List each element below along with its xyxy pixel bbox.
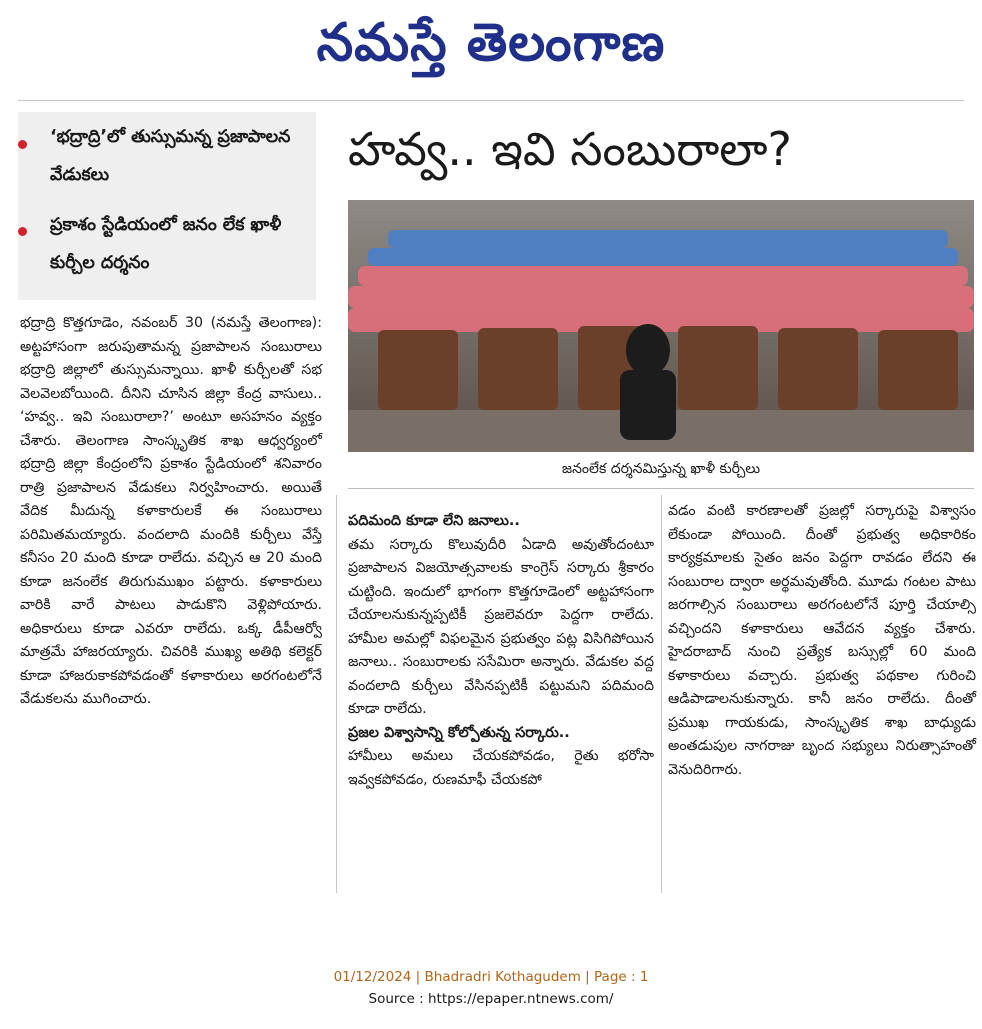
footer-edition-info: 01/12/2024 | Bhadradri Kothagudem | Page : 1	[333, 969, 649, 985]
article-paragraph: హామీలు అమలు చేయకపోవడం, రైతు భరోసా ఇవ్వకపోవడం, రుణమాఫీ చేయకపో	[348, 748, 654, 788]
bullet-dot-icon	[18, 140, 27, 149]
footer-source: Source : https://epaper.ntnews.com/	[368, 991, 614, 1007]
highlight-item	[28, 206, 313, 282]
masthead-title: నమస్తే తెలంగాణ	[316, 12, 666, 73]
top-divider	[18, 100, 964, 101]
subheading: పదిమంది కూడా లేని జనాలు..	[348, 513, 520, 529]
page-footer	[0, 966, 982, 1010]
photo-caption: జనంలేక దర్శనమిస్తున్న ఖాళీ కుర్చీలు	[561, 461, 761, 477]
highlights-box	[18, 112, 316, 300]
article-column-2	[348, 510, 654, 792]
bullet-dot-icon	[18, 227, 27, 236]
column-divider	[661, 495, 662, 893]
subheading: ప్రజల విశ్వాసాన్ని కోల్పోతున్న సర్కారు..	[348, 724, 570, 741]
highlight-item	[28, 118, 313, 194]
highlight-text: ‘భద్రాద్రి’లో తుస్సుమన్న ప్రజాపాలన వేడుకలు	[50, 127, 291, 185]
article-paragraph: తమ సర్కారు కొలువుదీరి ఏడాది అవుతోందంటూ ప్రజాపాలన విజయోత్సవాలకు కాంగ్రెస్ సర్కారు శ్రీకారం చుట్టింది. ఇందులో భాగంగా కొత్తగూడెంలో అట్టహాసంగా చేయాలనుకున్నప్పటికీ ప్రజలెవరూ పెద్దగా రాలేదు. హామీల అమల్లో విఫలమైన ప్రభుత్వం పట్ల విసిగిపోయిన జనాలు.. సంబురాలకు ససేమిరా అన్నారు. వేడుకల వద్ద వందలాది కుర్చీలు వేసినప్పటికీ పట్టుమని పదిమంది కూడా రాలేదు.	[348, 536, 654, 717]
news-photo	[348, 200, 974, 452]
article-column-3	[668, 500, 976, 782]
article-paragraph: భద్రాద్రి కొత్తగూడెం, నవంబర్ 30 (నమస్తే తెలంగాణ): అట్టహాసంగా జరుపుతామన్న ప్రజాపాలన సంబురాలు భద్రాద్రి జిల్లాలో తుస్సుమన్నాయి. ఖాళీ కుర్చీలతో సభ వెలవెలబోయింది. దీనిని చూసిన జిల్లా కేంద్ర వాసులు.. ‘హవ్వ.. ఇవి సంబురాలా?’ అంటూ అసహనం వ్యక్తం చేశారు. తెలంగాణ సాంస్కృతిక శాఖ ఆధ్వర్యంలో భద్రాద్రి జిల్లా కేంద్రంలోని ప్రకాశం స్టేడియంలో శనివారం రాత్రి ప్రజాపాలన వేడుకలు నిర్వహించారు. అయితే వేదిక మీదున్న కళాకారులకే ఈ సంబురాలు పరిమితమయ్యారు. వందలాది మందికి కుర్చీలు వేస్తే కనీసం 20 మంది కూడా రాలేదు. వచ్చిన ఆ 20 మంది కూడా జనంలేక తిరుగుముఖం పట్టారు. కళాకారులు వారికి వారే పాటలు పాడుకొని వెళ్లిపోయారు. అధికారులు కూడా ఎవరూ రాలేదు. ఒక్క డీపీఆర్వో మాత్రమే హాజరయ్యారు. చివరికి ముఖ్య అతిథి కలెక్టర్ కూడా హాజరుకాకపోవడంతో కళాకారులు అరగంటలోనే వేడుకలను ముగించారు.	[20, 315, 322, 707]
column-divider	[336, 495, 337, 893]
masthead	[0, 8, 982, 78]
empty-chairs-illustration	[348, 200, 974, 452]
article-column-1	[20, 312, 322, 712]
article-paragraph: వడం వంటి కారణాలతో ప్రజల్లో సర్కారుపై విశ్వాసం లేకుండా పోయింది. దీంతో ప్రభుత్వ అధికారికం కార్యక్రమాలకు సైతం జనం పెద్దగా రావడం లేదని ఈ సంబురాల ద్వారా అర్థమవుతోంది. మూడు గంటల పాటు జరగాల్సిన సంబురాలు అరగంటలోనే పూర్తి చేయాల్సి వచ్చిందని కళాకారులు ఆవేదన వ్యక్తం చేశారు. హైదరాబాద్ నుంచి ప్రత్యేక బస్సుల్లో 60 మంది కళాకారులు వచ్చారు. ప్రభుత్వ పథకాల గురించి ఆడిపాడాలనుకున్నారు. కానీ జనం రాలేదు. దీంతో ప్రముఖ గాయకుడు, సాంస్కృతిక శాఖ బాధ్యుడు అంతడుపుల నాగరాజు బృంద సభ్యులు నిరుత్సాహంతో వెనుదిరిగారు.	[668, 503, 976, 778]
caption-divider	[348, 488, 974, 489]
highlight-text: ప్రకాశం స్టేడియంలో జనం లేక ఖాళీ కుర్చీల దర్శనం	[50, 215, 282, 273]
headline: హవ్వ.. ఇవి సంబురాలా?	[348, 122, 792, 176]
